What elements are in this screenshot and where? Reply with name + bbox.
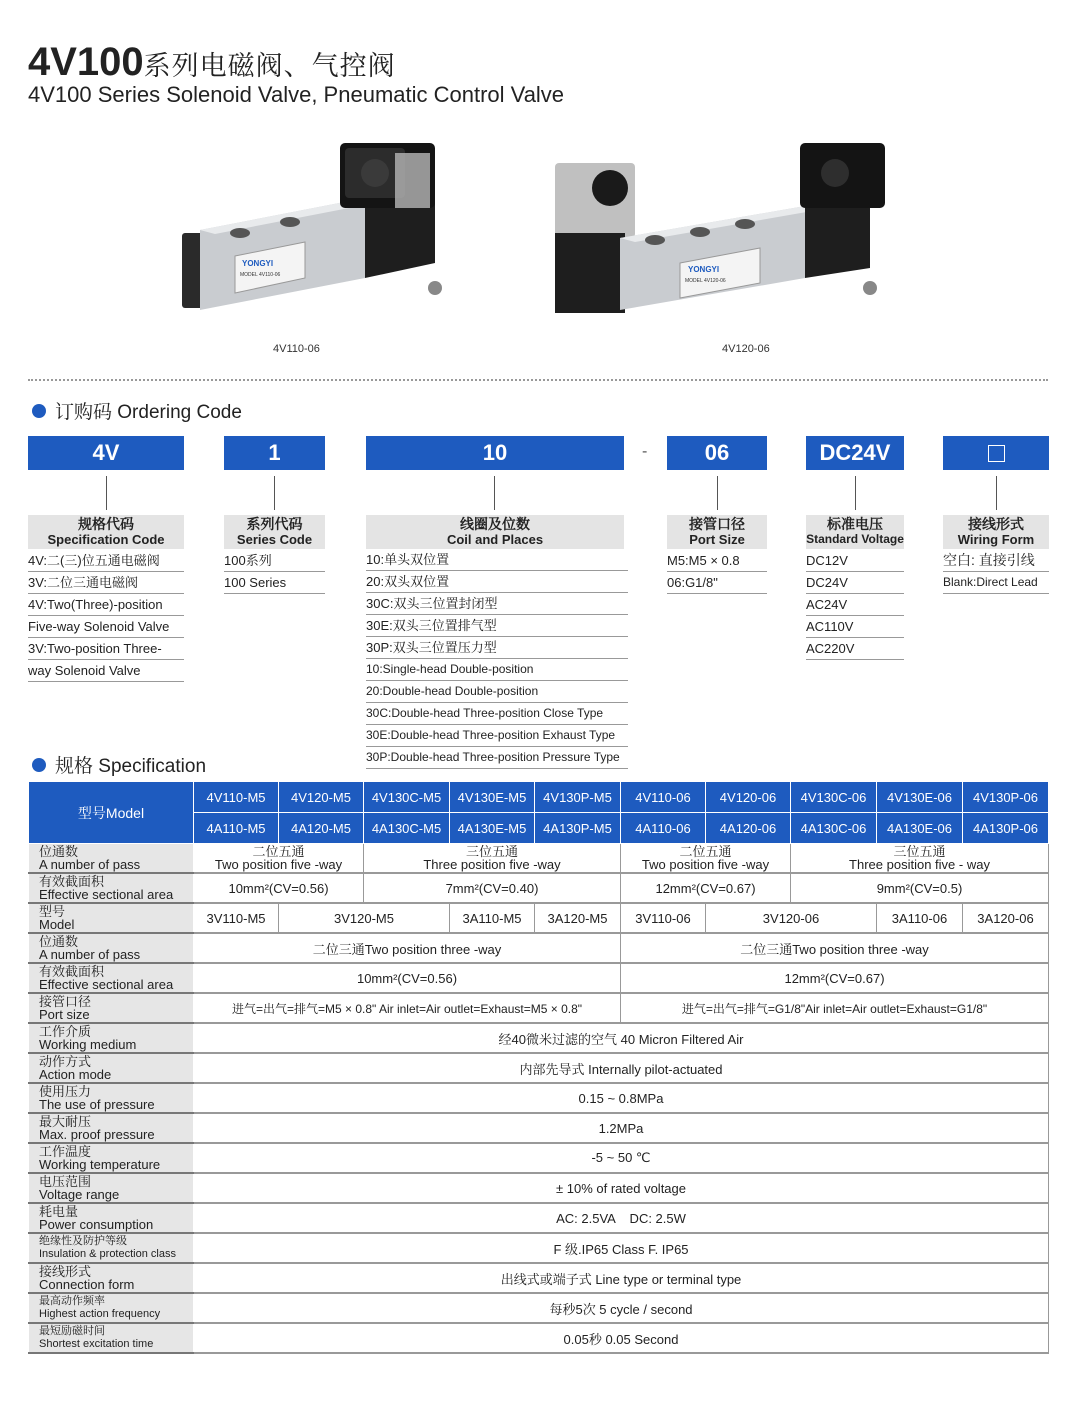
row-label: 绝缘性及防护等级 Insulation & protection class <box>29 1233 194 1263</box>
model-cell: 4A110-M5 <box>194 813 279 844</box>
value-cell: 二位三通Two position three -way <box>621 933 1049 963</box>
title-cn: 系列电磁阀、气控阀 <box>143 51 396 82</box>
list-item: 20:Double-head Double-position <box>366 681 628 703</box>
value-cell: 二位三通Two position three -way <box>194 933 621 963</box>
value-cell: 进气=出气=排气=M5 × 0.8" Air inlet=Air outlet=Exhaust=M5 × 0.8" <box>194 993 621 1023</box>
table-row <box>29 933 1049 963</box>
connector-line <box>106 476 107 510</box>
specification-title: 规格 Specification <box>55 756 207 777</box>
value-cell: 0.15 ~ 0.8MPa <box>194 1083 1049 1113</box>
list-item: Blank:Direct Lead <box>943 572 1049 594</box>
value-cell: F 级.IP65 Class F. IP65 <box>194 1233 1049 1263</box>
model-cell: 4V130C-06 <box>791 782 877 813</box>
value-cell: 3V120-M5 <box>279 903 450 933</box>
model-cell: 4V130C-M5 <box>364 782 450 813</box>
ordering-list-voltage <box>806 550 904 660</box>
table-row <box>29 1233 1049 1263</box>
value-cell: 出线式或端子式 Line type or terminal type <box>194 1263 1049 1293</box>
table-row <box>29 1023 1049 1053</box>
model-cell: 4V130P-M5 <box>535 782 621 813</box>
model-cell: 4A130E-06 <box>877 813 963 844</box>
list-item: 30C:双头三位置封闭型 <box>366 593 628 615</box>
row-label: 工作介质 Working medium <box>29 1023 194 1053</box>
connector-line <box>996 476 997 510</box>
list-item: 30P:双头三位置压力型 <box>366 637 628 659</box>
list-item: 100 Series <box>224 572 325 594</box>
product-caption-1: 4V110-06 <box>273 343 320 355</box>
list-item: 06:G1/8" <box>667 572 767 594</box>
ordering-head-spec: 规格代码 Specification Code <box>28 515 184 549</box>
model-header-cell: 型号Model <box>29 782 194 844</box>
row-label: 使用压力 The use of pressure <box>29 1083 194 1113</box>
product-image-4v120 <box>550 138 890 328</box>
value-cell: 3A110-06 <box>877 903 963 933</box>
row-label: 耗电量 Power consumption <box>29 1203 194 1233</box>
list-item: DC24V <box>806 572 904 594</box>
code-box-spec: 4V <box>28 436 184 470</box>
connector-line <box>494 476 495 510</box>
divider <box>28 379 1048 381</box>
value-cell: -5 ~ 50 ℃ <box>194 1143 1049 1173</box>
table-row <box>29 1293 1049 1323</box>
model-cell: 4A130P-M5 <box>535 813 621 844</box>
row-label: 位通数 A number of pass <box>29 844 194 874</box>
value-cell: 3A120-06 <box>963 903 1049 933</box>
list-item: AC110V <box>806 616 904 638</box>
product-brand-1: YONGYI <box>242 259 274 268</box>
table-row <box>29 1263 1049 1293</box>
list-item: Five-way Solenoid Valve <box>28 616 184 638</box>
ordering-head-wiring: 接线形式 Wiring Form <box>943 515 1049 549</box>
ordering-list-wiring <box>943 550 1049 594</box>
ordering-code-header <box>32 397 242 424</box>
product-caption-2: 4V120-06 <box>722 343 770 355</box>
list-item: 3V:Two-position Three- <box>28 638 184 660</box>
row-label: 最高动作频率 Highest action frequency <box>29 1293 194 1323</box>
row-label: 位通数 A number of pass <box>29 933 194 963</box>
title-model: 4V100 <box>28 40 144 84</box>
product-plate-2: MODEL 4V120-06 <box>685 278 726 284</box>
value-cell: 3V110-M5 <box>194 903 279 933</box>
model-cell: 4V120-M5 <box>279 782 364 813</box>
ordering-list-coil <box>366 549 628 769</box>
row-label: 最大耐压 Max. proof pressure <box>29 1113 194 1143</box>
ordering-code-title: 订购码 Ordering Code <box>55 402 242 423</box>
value-cell: 内部先导式 Internally pilot-actuated <box>194 1053 1049 1083</box>
list-item: M5:M5 × 0.8 <box>667 550 767 572</box>
row-label: 工作温度 Working temperature <box>29 1143 194 1173</box>
model-cell: 4V130E-M5 <box>450 782 535 813</box>
ordering-head-port: 接管口径 Port Size <box>667 515 767 549</box>
ordering-head-coil: 线圈及位数 Coil and Places <box>366 515 624 549</box>
value-cell: 3V110-06 <box>621 903 706 933</box>
ordering-list-series <box>224 550 325 594</box>
table-row <box>29 873 1049 903</box>
list-item: AC220V <box>806 638 904 660</box>
table-row <box>29 1053 1049 1083</box>
table-row <box>29 844 1049 874</box>
row-label: 接线形式 Connection form <box>29 1263 194 1293</box>
model-cell: 4V120-06 <box>706 782 791 813</box>
value-cell: 每秒5次 5 cycle / second <box>194 1293 1049 1323</box>
connector-line <box>717 476 718 510</box>
list-item: DC12V <box>806 550 904 572</box>
row-label: 接管口径 Port size <box>29 993 194 1023</box>
model-cell: 4A110-06 <box>621 813 706 844</box>
specification-table <box>28 781 1049 1354</box>
value-cell: AC: 2.5VA DC: 2.5W <box>194 1203 1049 1233</box>
model-cell: 4A120-M5 <box>279 813 364 844</box>
table-row <box>29 993 1049 1023</box>
model-cell: 4V130E-06 <box>877 782 963 813</box>
code-box-voltage: DC24V <box>806 436 904 470</box>
table-row <box>29 782 1049 813</box>
list-item: 3V:二位三通电磁阀 <box>28 572 184 594</box>
table-row <box>29 963 1049 993</box>
table-row <box>29 903 1049 933</box>
value-cell: 7mm²(CV=0.40) <box>364 873 621 903</box>
list-item: 30E:Double-head Three-position Exhaust Type <box>366 725 628 747</box>
list-item: 空白: 直接引线 <box>943 550 1049 572</box>
model-cell: 4A120-06 <box>706 813 791 844</box>
value-cell: 经40微米过滤的空气 40 Micron Filtered Air <box>194 1023 1049 1053</box>
list-item: 4V:二(三)位五通电磁阀 <box>28 550 184 572</box>
value-cell: 1.2MPa <box>194 1113 1049 1143</box>
model-cell: 4V110-06 <box>621 782 706 813</box>
product-plate-1: MODEL 4V110-06 <box>240 272 281 278</box>
model-cell: 4A130C-06 <box>791 813 877 844</box>
connector-line <box>855 476 856 510</box>
list-item: 4V:Two(Three)-position <box>28 594 184 616</box>
list-item: way Solenoid Valve <box>28 660 184 682</box>
list-item: 100系列 <box>224 550 325 572</box>
ordering-head-voltage: 标准电压 Standard Voltage <box>806 515 904 549</box>
table-row <box>29 1143 1049 1173</box>
value-cell: 10mm²(CV=0.56) <box>194 963 621 993</box>
value-cell: 二位五通 Two position five -way <box>194 844 364 874</box>
value-cell: 3V120-06 <box>706 903 877 933</box>
row-label: 有效截面积 Effective sectional area <box>29 873 194 903</box>
value-cell: 进气=出气=排气=G1/8"Air inlet=Air outlet=Exhaust=G1/8" <box>621 993 1049 1023</box>
list-item: 10:Single-head Double-position <box>366 659 628 681</box>
row-label: 电压范围 Voltage range <box>29 1173 194 1203</box>
model-cell: 4V110-M5 <box>194 782 279 813</box>
table-row <box>29 1083 1049 1113</box>
specification-header <box>32 751 206 778</box>
row-label: 有效截面积 Effective sectional area <box>29 963 194 993</box>
model-cell: 4A130P-06 <box>963 813 1049 844</box>
product-brand-2: YONGYI <box>688 265 720 274</box>
code-box-series: 1 <box>224 436 325 470</box>
value-cell: 10mm²(CV=0.56) <box>194 873 364 903</box>
ordering-head-series: 系列代码 Series Code <box>224 515 325 549</box>
value-cell: 0.05秒 0.05 Second <box>194 1323 1049 1353</box>
value-cell: 三位五通 Three position five -way <box>364 844 621 874</box>
row-label: 型号 Model <box>29 903 194 933</box>
value-cell: 3A120-M5 <box>535 903 621 933</box>
ordering-list-port <box>667 550 767 594</box>
value-cell: 三位五通 Three position five - way <box>791 844 1049 874</box>
table-row <box>29 1113 1049 1143</box>
product-image-4v110 <box>180 138 480 328</box>
table-row <box>29 1203 1049 1233</box>
value-cell: 9mm²(CV=0.5) <box>791 873 1049 903</box>
bullet-icon <box>32 404 46 418</box>
value-cell: 12mm²(CV=0.67) <box>621 963 1049 993</box>
page-subtitle: 4V100 Series Solenoid Valve, Pneumatic Control Valve <box>28 82 565 107</box>
model-cell: 4A130E-M5 <box>450 813 535 844</box>
model-cell: 4A130C-M5 <box>364 813 450 844</box>
blank-square-icon <box>988 445 1005 462</box>
row-label: 最短励磁时间 Shortest excitation time <box>29 1323 194 1353</box>
value-cell: 3A110-M5 <box>450 903 535 933</box>
code-box-port: 06 <box>667 436 767 470</box>
code-box-coil: 10 <box>366 436 624 470</box>
ordering-list-spec <box>28 550 184 682</box>
list-item: 10:单头双位置 <box>366 549 628 571</box>
list-item: 30E:双头三位置排气型 <box>366 615 628 637</box>
value-cell: 二位五通 Two position five -way <box>621 844 791 874</box>
list-item: AC24V <box>806 594 904 616</box>
code-box-wiring <box>943 436 1049 470</box>
table-row <box>29 1323 1049 1353</box>
bullet-icon <box>32 758 46 772</box>
value-cell: 12mm²(CV=0.67) <box>621 873 791 903</box>
value-cell: ± 10% of rated voltage <box>194 1173 1049 1203</box>
table-row <box>29 1173 1049 1203</box>
row-label: 动作方式 Action mode <box>29 1053 194 1083</box>
list-item: 30P:Double-head Three-position Pressure Type <box>366 747 628 769</box>
list-item: 20:双头双位置 <box>366 571 628 593</box>
connector-line <box>274 476 275 510</box>
separator-dash: - <box>642 443 648 460</box>
model-cell: 4V130P-06 <box>963 782 1049 813</box>
list-item: 30C:Double-head Three-position Close Type <box>366 703 628 725</box>
